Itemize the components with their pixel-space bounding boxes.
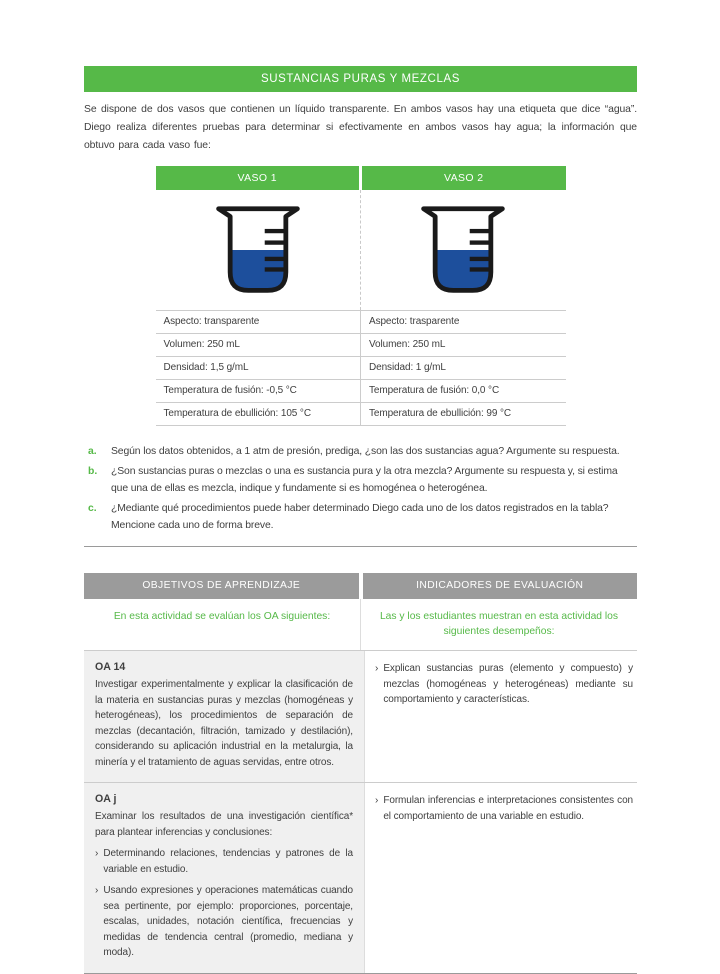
oa-14-indicators-cell [364, 651, 637, 782]
vaso2-volumen: Volumen: 250 mL [360, 334, 566, 356]
table-row [156, 402, 566, 426]
bullet-chevron-icon: › [95, 885, 99, 896]
vasos-table-header [156, 166, 566, 190]
bullet-chevron-icon: › [375, 795, 379, 806]
oa-bullet-item [95, 883, 353, 961]
oa-j-cell [84, 783, 364, 973]
table-row [156, 310, 566, 333]
bullet-chevron-icon: › [95, 848, 99, 859]
indicators-header: INDICADORES DE EVALUACIÓN [363, 573, 638, 599]
indicator-text: Formulan inferencias e interpretaciones consistentes con el comportamiento de una variable en estudio. [383, 795, 633, 822]
indicator-item [375, 793, 633, 824]
indicator-item [375, 661, 633, 708]
vaso1-volumen: Volumen: 250 mL [163, 339, 240, 350]
oa-description: Investigar experimentalmente y explicar la clasificación de la materia en sustancias puras y mezclas (homogéneas y heterogéneas), los procedimientos de separación de mezclas (decantación, filtración, tamizado y destilación), considerando su aplicación industrial en la metalurgia, la minería y el tratamiento de aguas servidas, entre otros. [95, 679, 353, 768]
question-letter: c. [88, 503, 97, 514]
question-text: ¿Mediante qué procedimientos puede haber determinado Diego cada uno de los datos registrados en la tabla? Mencione cada uno de forma breve. [111, 503, 609, 531]
vaso1-ebullicion: Temperatura de ebullición: 105 °C [163, 408, 311, 419]
indicators-subheader: Las y los estudiantes muestran en esta actividad los siguientes desempeños: [360, 599, 637, 650]
page-title: SUSTANCIAS PURAS Y MEZCLAS [84, 66, 637, 92]
oa-code: OA j [95, 793, 117, 805]
vaso1-header: VASO 1 [156, 166, 360, 190]
objectives-header: OBJETIVOS DE APRENDIZAJE [84, 573, 359, 599]
beaker-icon [415, 203, 511, 299]
oa-description: Examinar los resultados de una investigación científica* para plantear inferencias y conclusiones: [95, 811, 353, 838]
subheader-row [84, 599, 637, 650]
oa-j-indicators-cell [364, 783, 637, 973]
vaso2-header: VASO 2 [362, 166, 566, 190]
vaso2-densidad: Densidad: 1 g/mL [360, 357, 566, 379]
vaso2-fusion: Temperatura de fusión: 0,0 °C [360, 380, 566, 402]
beaker-row [156, 190, 566, 310]
table-row [156, 356, 566, 379]
section-divider [84, 546, 637, 547]
table-row [156, 379, 566, 402]
question-a [84, 443, 637, 460]
intro-paragraph: Se dispone de dos vasos que contienen un líquido transparente. En ambos vasos hay una etiqueta que dice “agua”. Diego realiza diferentes pruebas para determinar si efectivamente en ambos vasos hay agua; la información que obtuvo para cada vaso fue: [84, 104, 637, 151]
question-letter: a. [88, 446, 97, 457]
question-b [84, 463, 637, 497]
vaso1-fusion: Temperatura de fusión: -0,5 °C [163, 385, 297, 396]
beaker-icon [210, 203, 306, 299]
vaso1-aspecto: Aspecto: transparente [163, 316, 260, 327]
worksheet-page [84, 66, 637, 974]
oa-code: OA 14 [95, 661, 126, 673]
question-c [84, 500, 637, 534]
bullet-chevron-icon: › [375, 663, 379, 674]
objectives-table-header [84, 573, 637, 599]
vaso2-ebullicion: Temperatura de ebullición: 99 °C [360, 403, 566, 425]
question-text: Según los datos obtenidos, a 1 atm de presión, prediga, ¿son las dos sustancias agua? Argumente su respuesta. [111, 446, 620, 457]
vasos-comparison-table [156, 166, 566, 426]
oa-14-row [84, 650, 637, 782]
vaso2-aspecto: Aspecto: trasparente [360, 311, 566, 333]
vaso1-densidad: Densidad: 1,5 g/mL [163, 362, 249, 373]
vaso1-beaker-cell [156, 190, 361, 310]
objectives-table [84, 573, 637, 974]
question-list [84, 443, 637, 534]
oa-bullet-item [95, 846, 353, 877]
objectives-subheader: En esta actividad se evalúan los OA siguientes: [113, 611, 331, 622]
table-row [156, 333, 566, 356]
indicator-text: Explican sustancias puras (elemento y compuesto) y mezclas (homogéneas y heterogéneas) mediante su comportamiento y características. [383, 663, 633, 705]
question-text: ¿Son sustancias puras o mezclas o una es sustancia pura y la otra mezcla? Argumente su respuesta y, si estima que una de ellas es mezcla, indique y fundamente si es homogénea o heterogénea. [111, 466, 618, 494]
oa-14-cell [84, 651, 364, 782]
oa-j-row [84, 782, 637, 973]
oa-bullet-text: Usando expresiones y operaciones matemáticas cuando sea pertinente, por ejemplo: proporciones, porcentaje, escalas, unidades, notación científica, frecuencias y medidas de tendencia central (promedio, mediana y moda). [103, 885, 353, 958]
oa-bullet-text: Determinando relaciones, tendencias y patrones de la variable en estudio. [103, 848, 353, 875]
vaso2-beaker-cell [360, 190, 566, 310]
question-letter: b. [88, 466, 98, 477]
